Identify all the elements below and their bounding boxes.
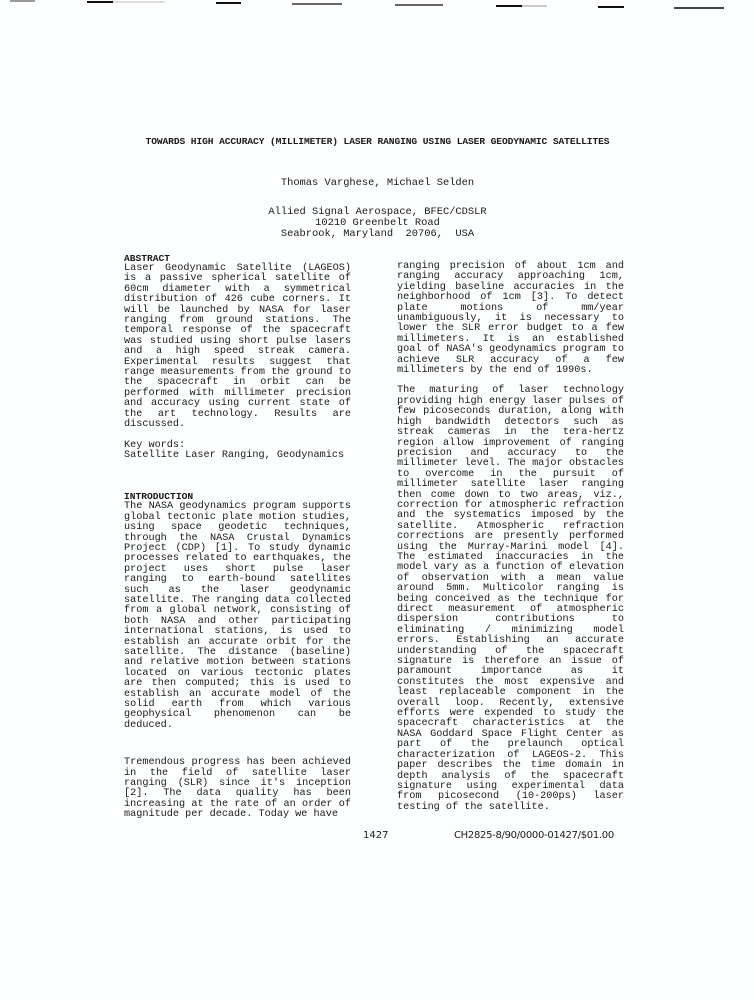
page-number: 1427 <box>363 830 389 841</box>
right-column <box>397 262 624 813</box>
scan-artifact <box>216 2 241 4</box>
keywords-label: Key words: <box>124 439 186 451</box>
abstract-heading: ABSTRACT <box>124 253 171 264</box>
scan-artifact <box>674 7 724 9</box>
scan-artifact <box>522 5 547 7</box>
intro-paragraph-3: ranging precision of about 1cm and ranging accuracy approaching 1cm, yielding baseline accuracies in the neighborhood of 1cm [3]. To detect plate motions of mm/year unambiguously, it is necessary to lower the SLR error budget to a few millimeters. It is an established goal of NASA's geodynamics program to achieve SLR accuracy of a few millimeters by the end of 1990s. <box>397 261 624 377</box>
scan-artifact <box>10 0 35 2</box>
scan-artifact <box>292 3 342 5</box>
left-column <box>124 253 351 821</box>
affiliation-line-3: Seabrook, Maryland 20706, USA <box>280 228 475 240</box>
scan-artifact <box>598 6 624 8</box>
paper-authors: Thomas Varghese, Michael Selden <box>280 177 475 189</box>
scan-artifact <box>113 1 165 3</box>
intro-paragraph-4: The maturing of laser technology providing high energy laser pulses of few picoseconds duration, along with high bandwidth detectors such as streak cameras in the tera-hertz region allow improvement of ranging precision and accuracy to the millimeter level. The major obstacles to overcome in the pursuit of millimeter satellite laser ranging then come down to two areas, viz., correction for atmospheric refraction and the systematics imposed by the satellite. Atmospheric refraction corrections are presently performed using the Murray-Marini model [4]. The estimated inaccuracies in the model vary as a function of elevation of observation with a mean value around 5mm. Multicolor ranging is being conceived as the technique for direct measurement of atmospheric dispersion contributions to eliminating / minimizing model errors. Establishing an accurate understanding of the spacecraft signature is therefore an issue of paramount importance as it constitutes the most expensive and least replaceable component in the overall loop. Recently, extensive efforts were expended to study the spacecraft characteristics at the NASA Goddard Space Flight Center as part of the prelaunch optical characterization of LAGEOS-2. This paper describes the time domain in depth analysis of the spacecraft signature using experimental data from picosecond (10-200ps) laser testing of the satellite. <box>397 385 624 813</box>
copyright-code: CH2825-8/90/0000-01427/$01.00 <box>454 830 614 841</box>
introduction-heading: INTRODUCTION <box>124 491 194 503</box>
keywords-value: Satellite Laser Ranging, Geodynamics <box>124 449 345 461</box>
scan-artifact <box>496 5 522 7</box>
abstract-text: Laser Geodynamic Satellite (LAGEOS) is a passive spherical satellite of 60cm diameter with a symmetrical distribution of 426 cube corners. It will be launched by NASA for laser ranging from ground stations. The temporal response of the spacecraft was studied using short pulse lasers and a high speed streak camera. Experimental results suggest that range measurements from the ground to the spacecraft in orbit can be performed with millimeter precision and accuracy using current state of the art technology. Results are discussed. <box>124 263 351 431</box>
affiliation-line-2: 10210 Greenbelt Road <box>315 217 440 229</box>
paper-title: TOWARDS HIGH ACCURACY (MILLIMETER) LASER RANGING USING LASER GEODYNAMIC SATELLITES <box>145 136 610 147</box>
scan-artifact <box>395 4 443 6</box>
affiliation <box>0 207 755 240</box>
intro-paragraph-2: Tremendous progress has been achieved in the field of satellite laser ranging (SLR) since it's inception [2]. The data quality has been increasing at the rate of an order of magnitude per decade. Today we have <box>124 757 351 821</box>
intro-paragraph-1: The NASA geodynamics program supports global tectonic plate motion studies, using space geodetic techniques, through the NASA Crustal Dynamics Project (CDP) [1]. To study dynamic processes related to earthquakes, the project uses short pulse laser ranging to earth-bound satellites such as the laser geodynamic satellite. The ranging data collected from a global network, consisting of both NASA and other participating international stations, is used to establish an accurate orbit for the satellite. The distance (baseline) and relative motion between stations located on various tectonic plates are then computed; this is used to establish an accurate model of the solid earth from which various geophysical phenomenon can be deduced. <box>124 501 351 731</box>
scan-artifact <box>87 1 113 3</box>
affiliation-line-1: Allied Signal Aerospace, BFEC/CDSLR <box>268 206 487 218</box>
